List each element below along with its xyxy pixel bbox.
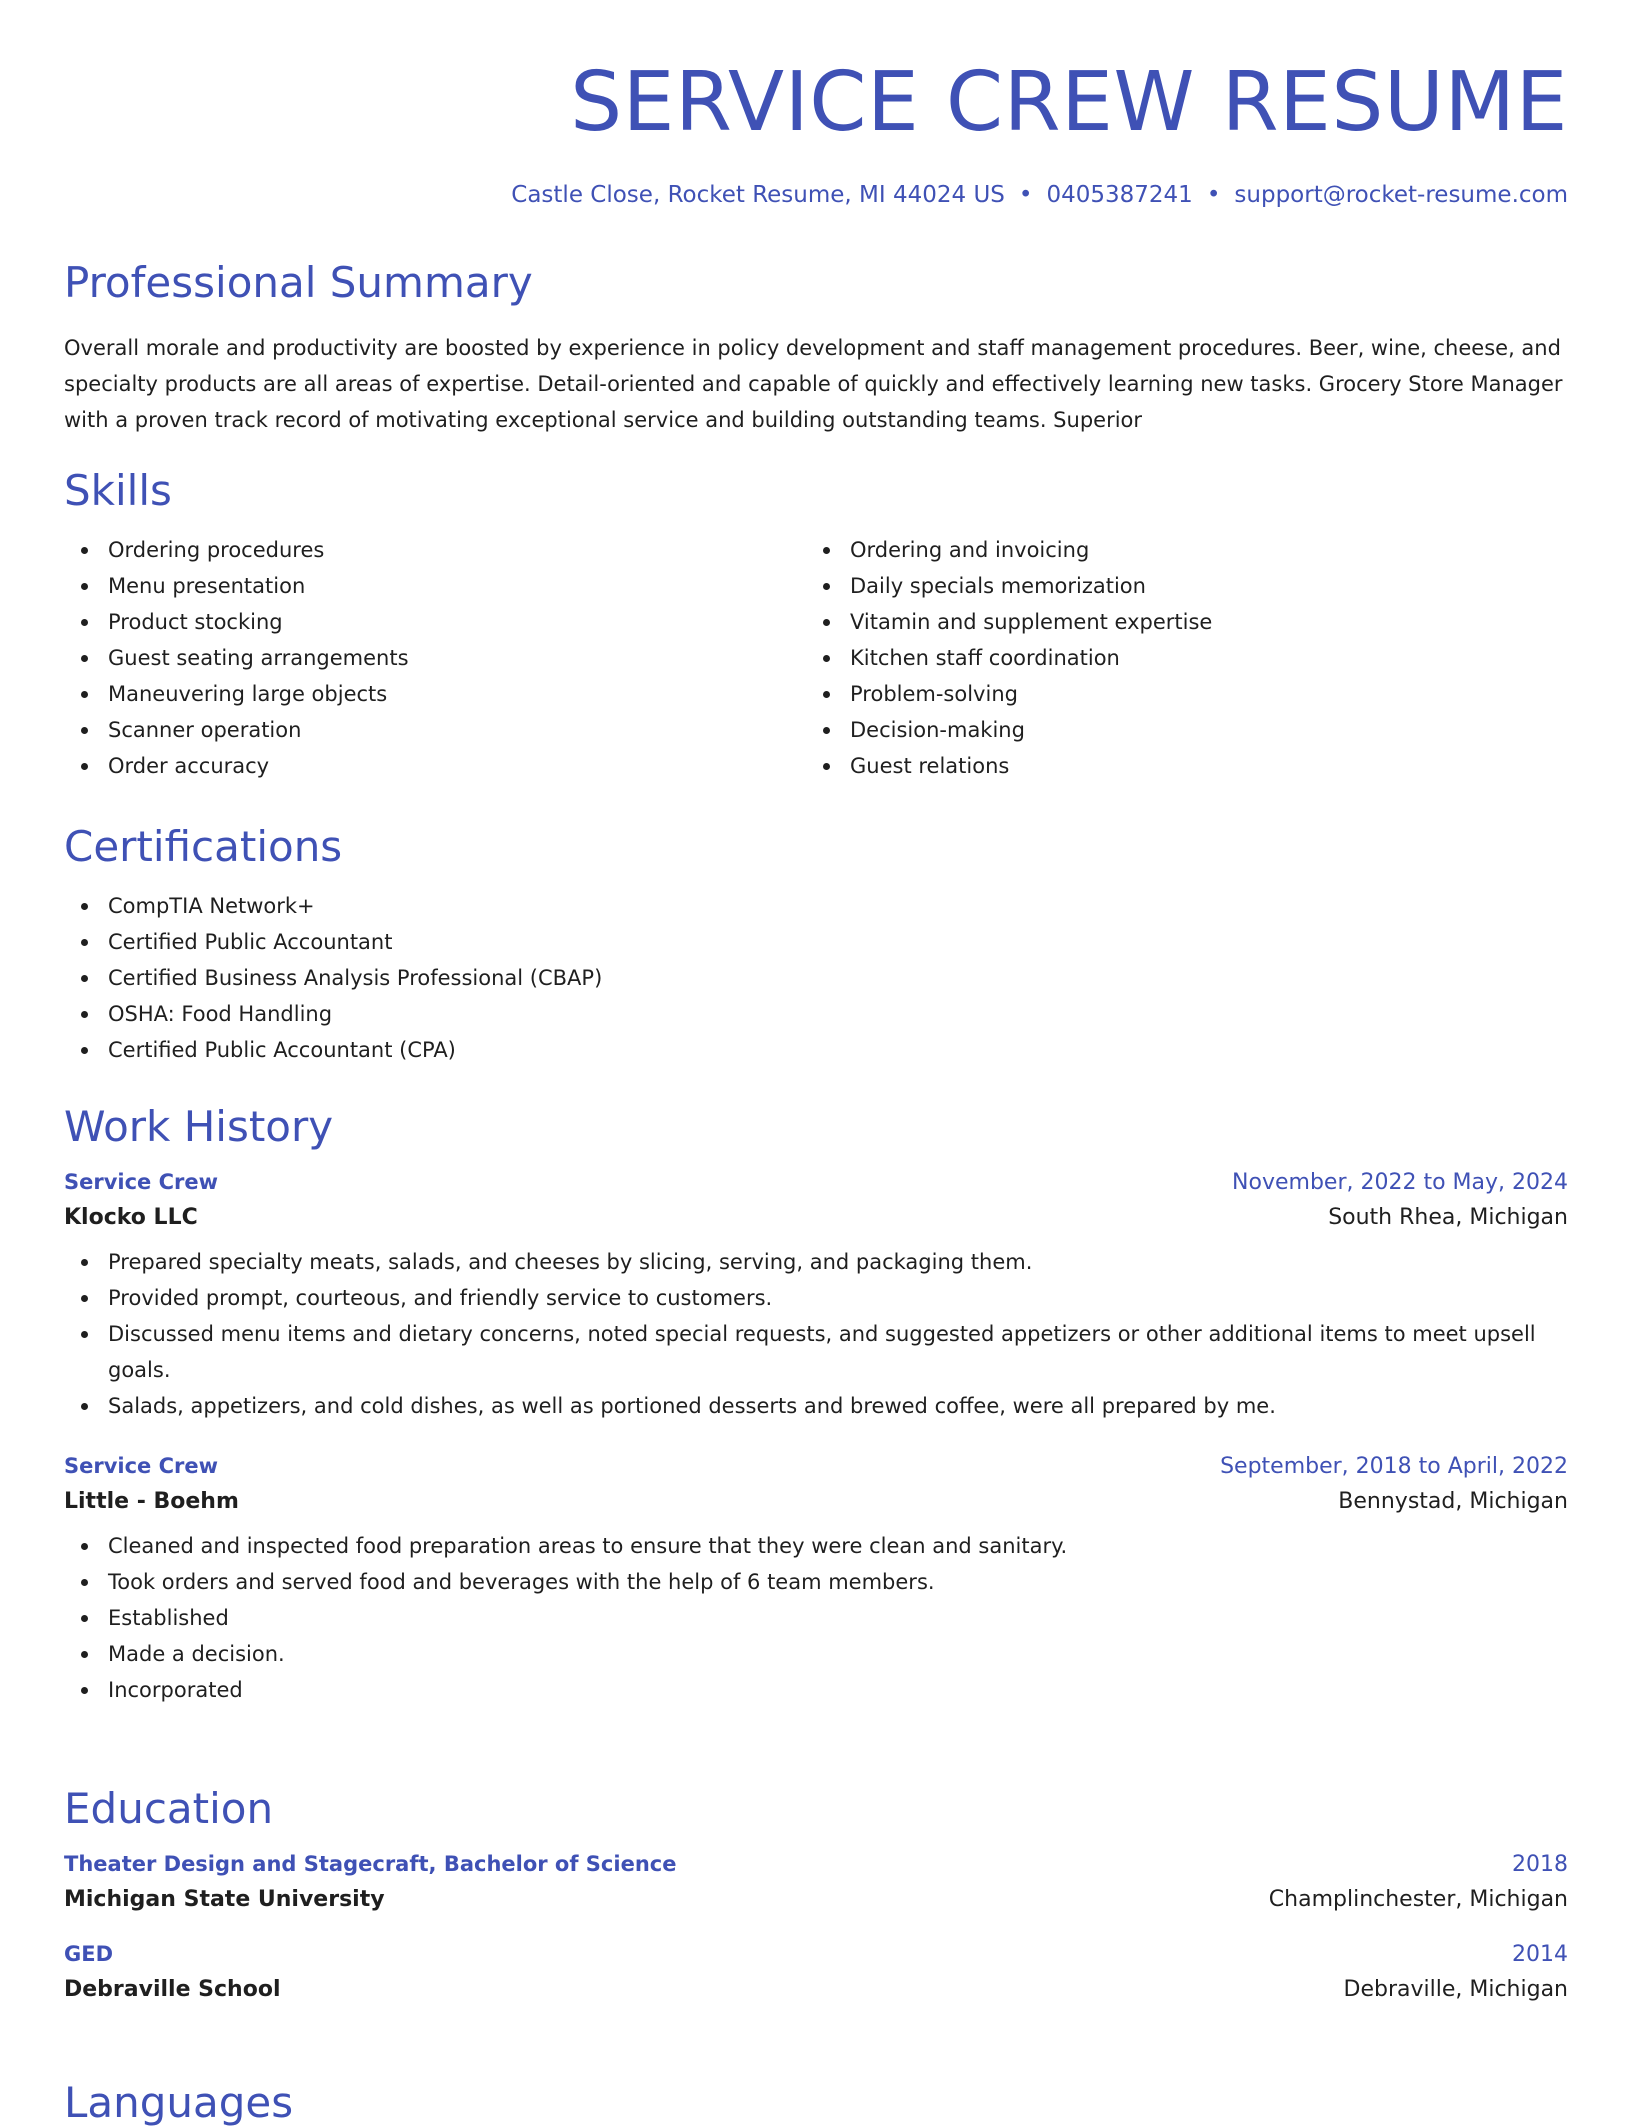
education-section — [64, 1784, 1568, 2002]
job-bullet: Made a decision. — [64, 1636, 1568, 1672]
certifications-section — [64, 822, 1568, 1068]
education-header-row — [64, 1852, 1568, 1877]
education-year: 2014 — [1512, 1942, 1568, 1967]
skill-item: Ordering and invoicing — [806, 532, 1548, 568]
skill-item: Decision-making — [806, 712, 1548, 748]
education-location: Debraville, Michigan — [1343, 1977, 1568, 2002]
skill-item: Vitamin and supplement expertise — [806, 604, 1548, 640]
job-bullet: Cleaned and inspected food preparation areas to ensure that they were clean and sanitary. — [64, 1528, 1568, 1564]
skill-item: Guest seating arrangements — [64, 640, 806, 676]
skill-item: Order accuracy — [64, 748, 806, 784]
skill-item: Daily specials memorization — [806, 568, 1548, 604]
job-bullet: Salads, appetizers, and cold dishes, as well as portioned desserts and brewed coffee, were all prepared by me. — [64, 1388, 1568, 1424]
education-school-row — [64, 1887, 1568, 1912]
languages-heading: Languages — [64, 2078, 294, 2127]
job-bullet: Discussed menu items and dietary concerns, noted special requests, and suggested appetizers or other additional items to meet upsell goals. — [64, 1316, 1568, 1388]
summary-section — [64, 258, 1568, 438]
job-location: South Rhea, Michigan — [1328, 1205, 1568, 1230]
skill-item: Menu presentation — [64, 568, 806, 604]
certifications-list — [64, 888, 1568, 1068]
job-entry — [64, 1454, 1568, 1708]
education-degree: Theater Design and Stagecraft, Bachelor of Science — [64, 1852, 677, 1876]
summary-heading: Professional Summary — [64, 258, 533, 307]
job-company: Little - Boehm — [64, 1489, 239, 1514]
languages-section — [64, 2078, 1568, 2127]
job-header-row — [64, 1454, 1568, 1479]
certification-item: Certified Public Accountant (CPA) — [64, 1032, 1568, 1068]
work-history-section — [64, 1102, 1568, 1708]
education-entry — [64, 1942, 1568, 2002]
job-bullets — [64, 1244, 1568, 1424]
education-heading: Education — [64, 1784, 274, 1833]
skills-list-right — [806, 532, 1548, 784]
job-bullet: Provided prompt, courteous, and friendly service to customers. — [64, 1280, 1568, 1316]
job-company-row — [64, 1205, 1568, 1230]
job-bullet: Took orders and served food and beverages with the help of 6 team members. — [64, 1564, 1568, 1600]
skill-item: Maneuvering large objects — [64, 676, 806, 712]
skill-item: Scanner operation — [64, 712, 806, 748]
contact-phone: 0405387241 — [1046, 182, 1193, 208]
certifications-heading: Certifications — [64, 822, 343, 871]
job-dates: November, 2022 to May, 2024 — [1232, 1170, 1568, 1195]
skill-item: Problem-solving — [806, 676, 1548, 712]
job-title: Service Crew — [64, 1454, 219, 1478]
skills-heading: Skills — [64, 466, 172, 515]
contact-address: Castle Close, Rocket Resume, MI 44024 US — [511, 182, 1005, 208]
resume-title: SERVICE CREW RESUME — [570, 55, 1568, 150]
contact-email[interactable]: support@rocket-resume.com — [1234, 182, 1568, 208]
skill-item: Ordering procedures — [64, 532, 806, 568]
job-bullet: Established — [64, 1600, 1568, 1636]
job-bullet: Incorporated — [64, 1672, 1568, 1708]
education-header-row — [64, 1942, 1568, 1967]
skill-item: Guest relations — [806, 748, 1548, 784]
skill-item: Kitchen staff coordination — [806, 640, 1548, 676]
skill-item: Product stocking — [64, 604, 806, 640]
education-school: Debraville School — [64, 1977, 281, 2002]
skills-section — [64, 466, 1568, 784]
summary-text: Overall morale and productivity are boosted by experience in policy development and staff management procedures. Beer, wine, cheese, and specialty products are all areas of expertise. Detail-oriented and capable of quickly and effectively learning new tasks. Grocery Store Manager with a proven track record of motivating exceptional service and building outstanding teams. Superior — [64, 336, 1563, 432]
skills-list-left — [64, 532, 806, 784]
resume-page — [64, 0, 1568, 2127]
contact-line — [64, 182, 1568, 208]
education-school: Michigan State University — [64, 1887, 385, 1912]
certification-item: CompTIA Network+ — [64, 888, 1568, 924]
job-entry — [64, 1170, 1568, 1424]
skills-columns — [64, 532, 1568, 784]
job-bullets — [64, 1528, 1568, 1708]
contact-separator: • — [1206, 182, 1221, 208]
contact-separator: • — [1018, 182, 1033, 208]
work-history-heading: Work History — [64, 1102, 334, 1151]
job-company-row — [64, 1489, 1568, 1514]
education-year: 2018 — [1512, 1852, 1568, 1877]
job-header-row — [64, 1170, 1568, 1195]
education-location: Champlinchester, Michigan — [1268, 1887, 1568, 1912]
job-location: Bennystad, Michigan — [1338, 1489, 1568, 1514]
education-school-row — [64, 1977, 1568, 2002]
job-dates: September, 2018 to April, 2022 — [1220, 1454, 1568, 1479]
certification-item: Certified Public Accountant — [64, 924, 1568, 960]
job-title: Service Crew — [64, 1170, 219, 1194]
job-bullet: Prepared specialty meats, salads, and cheeses by slicing, serving, and packaging them. — [64, 1244, 1568, 1280]
certification-item: Certified Business Analysis Professional (CBAP) — [64, 960, 1568, 996]
certification-item: OSHA: Food Handling — [64, 996, 1568, 1032]
education-degree: GED — [64, 1942, 114, 1966]
job-company: Klocko LLC — [64, 1205, 198, 1230]
education-entry — [64, 1852, 1568, 1912]
